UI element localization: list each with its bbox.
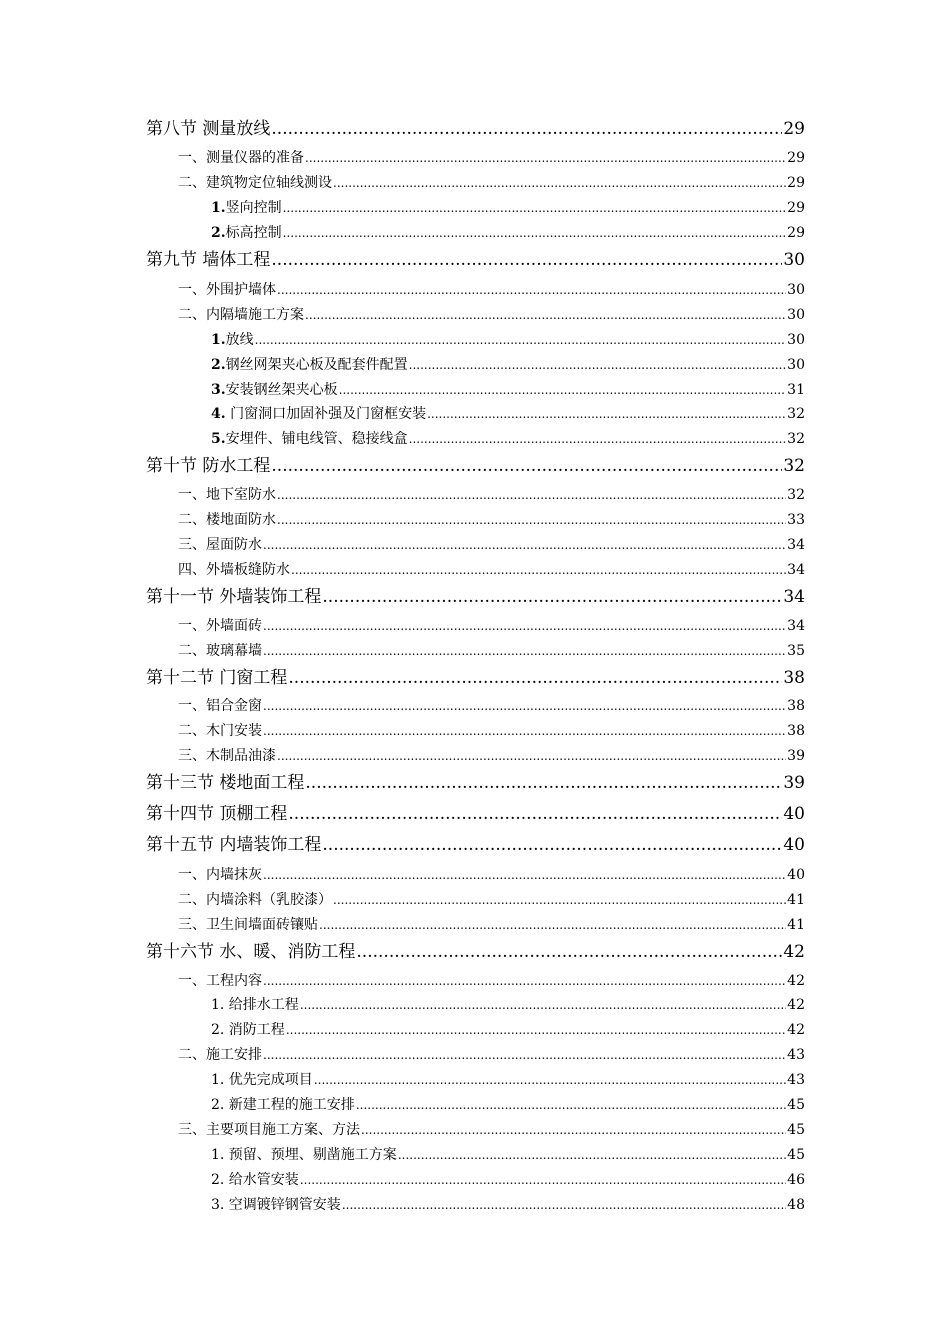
toc-page-number: 34 xyxy=(787,537,805,553)
toc-entry xyxy=(211,1195,805,1215)
toc-page-number: 42 xyxy=(783,942,805,962)
dot-leader xyxy=(314,1070,786,1090)
toc-entry-title: 3. 空调镀锌钢管安装 xyxy=(211,1197,341,1213)
toc-page-number: 35 xyxy=(787,643,805,659)
toc-page-number: 29 xyxy=(787,175,805,191)
toc-page-number: 43 xyxy=(787,1072,805,1088)
toc-section-entry xyxy=(146,585,805,609)
toc-section-entry xyxy=(146,117,805,141)
toc-page-number: 32 xyxy=(783,456,805,476)
toc-entry xyxy=(178,510,805,530)
toc-entry-title: 一、测量仪器的准备 xyxy=(178,150,304,166)
toc-entry-title: 一、外墙面砖 xyxy=(178,618,262,634)
toc-section-entry xyxy=(146,940,805,964)
toc-entry-label xyxy=(178,485,276,505)
dot-leader xyxy=(271,248,782,272)
toc-entry-title: 二、木门安装 xyxy=(178,723,262,739)
toc-page-number: 34 xyxy=(787,562,805,578)
dot-leader xyxy=(263,971,786,991)
toc-entry-label xyxy=(178,890,332,910)
toc-entry-label xyxy=(211,1195,341,1215)
toc-page-number: 39 xyxy=(787,748,805,764)
dot-leader xyxy=(322,833,782,857)
toc-entry-label xyxy=(211,1095,355,1115)
toc-page-number: 46 xyxy=(787,1172,805,1188)
toc-entry-label xyxy=(146,117,270,141)
toc-entry-title: 三、屋面防水 xyxy=(178,537,262,553)
toc-entry-title: 安埋件、铺电线管、稳接线盒 xyxy=(225,431,408,447)
dot-leader xyxy=(333,173,786,193)
toc-entry-number: 4. xyxy=(211,406,226,422)
toc-page-number: 38 xyxy=(787,723,805,739)
dot-leader xyxy=(263,641,786,661)
toc-entry-title: 四、外墙板缝防水 xyxy=(178,562,290,578)
dot-leader xyxy=(342,1195,786,1215)
toc-page-number: 34 xyxy=(783,587,805,607)
toc-entry xyxy=(211,1020,805,1040)
toc-page-number: 30 xyxy=(783,250,805,270)
toc-entry-title: 二、楼地面防水 xyxy=(178,512,276,528)
toc-entry-title: 三、木制品油漆 xyxy=(178,748,276,764)
toc-entry-label xyxy=(178,865,262,885)
dot-leader xyxy=(255,330,787,350)
toc-entry xyxy=(211,1095,805,1115)
toc-entry-label xyxy=(146,833,321,857)
toc-entry xyxy=(178,971,805,991)
toc-entry-label xyxy=(178,721,262,741)
toc-entry xyxy=(178,535,805,555)
dot-leader xyxy=(263,535,786,555)
toc-entry-label xyxy=(211,1020,285,1040)
toc-entry-title: 第十五节 内墙装饰工程 xyxy=(146,835,322,855)
toc-entry-title: 1. 优先完成项目 xyxy=(211,1072,313,1088)
toc-entry xyxy=(178,890,805,910)
toc-entry xyxy=(178,280,805,300)
toc-entry xyxy=(178,721,805,741)
dot-leader xyxy=(305,771,782,795)
dot-leader xyxy=(263,1045,786,1065)
toc-page-number: 42 xyxy=(787,1022,805,1038)
toc-section-entry xyxy=(146,771,805,795)
toc-page-number: 45 xyxy=(787,1097,805,1113)
dot-leader xyxy=(319,915,786,935)
toc-page-number: 45 xyxy=(787,1147,805,1163)
dot-leader xyxy=(283,223,787,243)
toc-entry-title: 安装钢丝架夹心板 xyxy=(225,382,338,398)
toc-page-number: 41 xyxy=(787,917,805,933)
toc-entry xyxy=(211,1170,805,1190)
dot-leader xyxy=(277,510,786,530)
toc-entry-label xyxy=(211,380,338,400)
toc-entry-label xyxy=(178,305,304,325)
toc-page-number: 29 xyxy=(787,225,805,241)
dot-leader xyxy=(277,485,786,505)
toc-entry xyxy=(178,696,805,716)
toc-page-number: 32 xyxy=(787,431,805,447)
toc-entry-title: 门窗洞口加固补强及门窗框安装 xyxy=(225,406,427,422)
toc-page-number: 33 xyxy=(787,512,805,528)
toc-page-number: 41 xyxy=(787,892,805,908)
toc-entry-label xyxy=(146,771,304,795)
toc-entry-title: 三、卫生间墙面砖镶贴 xyxy=(178,917,318,933)
toc-entry xyxy=(211,1145,805,1165)
toc-entry-label xyxy=(178,148,304,168)
dot-leader xyxy=(263,616,786,636)
dot-leader xyxy=(333,890,786,910)
toc-entry-label xyxy=(211,995,299,1015)
toc-page-number: 30 xyxy=(787,332,805,348)
toc-page-number: 29 xyxy=(783,119,805,139)
toc-page-number: 42 xyxy=(787,997,805,1013)
dot-leader xyxy=(286,1020,786,1040)
dot-leader xyxy=(398,1145,786,1165)
toc-section-entry xyxy=(146,666,805,690)
dot-leader xyxy=(356,940,782,964)
toc-entry-title: 二、玻璃幕墙 xyxy=(178,643,262,659)
toc-entry xyxy=(211,380,805,400)
toc-entry-title: 第十四节 顶棚工程 xyxy=(146,804,288,824)
toc-entry-title: 第十六节 水、暖、消防工程 xyxy=(146,942,356,962)
toc-page-number: 31 xyxy=(787,382,805,398)
toc-entry-label xyxy=(178,696,262,716)
toc-page-number: 43 xyxy=(787,1047,805,1063)
toc-entry-number: 2. xyxy=(211,225,226,241)
toc-entry-title: 二、建筑物定位轴线测设 xyxy=(178,175,332,191)
dot-leader xyxy=(339,380,787,400)
toc-entry-label xyxy=(211,1070,313,1090)
toc-page-number: 32 xyxy=(787,406,805,422)
toc-entry-number: 5. xyxy=(211,431,226,447)
toc-entry-label xyxy=(211,223,282,243)
toc-entry xyxy=(211,995,805,1015)
toc-entry-number: 2. xyxy=(211,357,226,373)
toc-entry-title: 第八节 测量放线 xyxy=(146,119,271,139)
toc-page-number: 30 xyxy=(787,307,805,323)
dot-leader xyxy=(263,865,786,885)
dot-leader xyxy=(305,305,786,325)
toc-entry-title: 二、施工安排 xyxy=(178,1047,262,1063)
toc-entry-label xyxy=(178,641,262,661)
toc-entry-title: 标高控制 xyxy=(225,225,282,241)
toc-section-entry xyxy=(146,833,805,857)
toc-entry-title: 1. 给排水工程 xyxy=(211,997,299,1013)
toc-page-number: 48 xyxy=(787,1197,805,1213)
toc-entry-title: 2. 消防工程 xyxy=(211,1022,285,1038)
toc-entry-label xyxy=(178,915,318,935)
toc-entry-label xyxy=(211,404,426,424)
toc-entry-label xyxy=(146,585,321,609)
toc-entry-number: 3. xyxy=(211,382,226,398)
toc-entry-title: 第十节 防水工程 xyxy=(146,456,271,476)
toc-page-number: 29 xyxy=(787,150,805,166)
toc-entry xyxy=(178,485,805,505)
toc-entry-title: 一、铝合金窗 xyxy=(178,698,262,714)
toc-page-number: 42 xyxy=(787,973,805,989)
toc-entry xyxy=(211,330,805,350)
dot-leader xyxy=(263,721,786,741)
toc-entry-label xyxy=(146,454,270,478)
toc-entry-title: 二、内墙涂料（乳胶漆） xyxy=(178,892,332,908)
toc-entry xyxy=(211,429,805,449)
toc-entry-title: 2. 给水管安装 xyxy=(211,1172,299,1188)
toc-entry-label xyxy=(178,535,262,555)
toc-entry-number: 1. xyxy=(211,332,226,348)
dot-leader xyxy=(356,1095,786,1115)
dot-leader xyxy=(288,802,782,826)
toc-entry-label xyxy=(178,173,332,193)
toc-page-number: 40 xyxy=(783,804,805,824)
toc-entry xyxy=(178,915,805,935)
dot-leader xyxy=(300,995,786,1015)
toc-entry xyxy=(178,173,805,193)
toc-entry-label xyxy=(178,1120,360,1140)
toc-entry-label xyxy=(211,429,408,449)
toc-page-number: 39 xyxy=(783,773,805,793)
dot-leader xyxy=(277,746,786,766)
toc-entry xyxy=(178,305,805,325)
toc-entry xyxy=(178,560,805,580)
toc-entry-title: 2. 新建工程的施工安排 xyxy=(211,1097,355,1113)
toc-entry-label xyxy=(178,746,276,766)
toc-entry xyxy=(178,641,805,661)
toc-entry-label xyxy=(178,1045,262,1065)
dot-leader xyxy=(305,148,786,168)
toc-entry-label xyxy=(211,1170,299,1190)
toc-page-number: 34 xyxy=(787,618,805,634)
toc-entry-title: 一、外围护墙体 xyxy=(178,282,276,298)
toc-entry-label xyxy=(146,802,287,826)
dot-leader xyxy=(409,429,787,449)
toc-section-entry xyxy=(146,802,805,826)
toc-entry-label xyxy=(211,330,254,350)
toc-entry-label xyxy=(146,666,287,690)
toc-entry-title: 第九节 墙体工程 xyxy=(146,250,271,270)
toc-entry-title: 1. 预留、预埋、剔凿施工方案 xyxy=(211,1147,397,1163)
toc-entry-title: 竖向控制 xyxy=(225,200,282,216)
toc-entry-title: 第十二节 门窗工程 xyxy=(146,668,288,688)
toc-entry-title: 放线 xyxy=(225,332,254,348)
toc-entry-label xyxy=(146,940,355,964)
dot-leader xyxy=(409,355,787,375)
toc-section-entry xyxy=(146,248,805,272)
toc-entry-title: 第十一节 外墙装饰工程 xyxy=(146,587,322,607)
toc-page-number: 38 xyxy=(783,668,805,688)
dot-leader xyxy=(322,585,782,609)
toc-entry-label xyxy=(211,1145,397,1165)
toc-page-number: 45 xyxy=(787,1122,805,1138)
toc-entry-label xyxy=(178,560,290,580)
toc-entry-label xyxy=(146,248,270,272)
toc-entry xyxy=(178,746,805,766)
toc-entry-title: 一、地下室防水 xyxy=(178,487,276,503)
toc-page-number: 30 xyxy=(787,282,805,298)
toc-entry-number: 1. xyxy=(211,200,226,216)
dot-leader xyxy=(263,696,786,716)
toc-entry-label xyxy=(178,510,276,530)
toc-entry-label xyxy=(178,971,262,991)
toc-entry xyxy=(178,616,805,636)
dot-leader xyxy=(361,1120,786,1140)
toc-page-number: 30 xyxy=(787,357,805,373)
toc-entry-title: 三、主要项目施工方案、方法 xyxy=(178,1122,360,1138)
dot-leader xyxy=(288,666,782,690)
toc-entry-label xyxy=(178,280,276,300)
toc-page-number: 40 xyxy=(783,835,805,855)
dot-leader xyxy=(271,117,782,141)
toc-page-number: 38 xyxy=(787,698,805,714)
toc-entry-label xyxy=(178,616,262,636)
toc-entry-title: 一、内墙抹灰 xyxy=(178,867,262,883)
toc-page-number: 29 xyxy=(787,200,805,216)
toc-section-entry xyxy=(146,454,805,478)
toc-entry xyxy=(211,355,805,375)
dot-leader xyxy=(283,198,787,218)
dot-leader xyxy=(427,404,786,424)
toc-entry-title: 一、工程内容 xyxy=(178,973,262,989)
dot-leader xyxy=(291,560,786,580)
dot-leader xyxy=(271,454,782,478)
toc-entry-title: 二、内隔墙施工方案 xyxy=(178,307,304,323)
toc-entry xyxy=(178,148,805,168)
toc-entry xyxy=(178,865,805,885)
toc-entry xyxy=(211,1070,805,1090)
toc-entry-label xyxy=(211,355,408,375)
toc-entry xyxy=(211,404,805,424)
toc-entry xyxy=(178,1045,805,1065)
toc-page-number: 32 xyxy=(787,487,805,503)
toc-entry-title: 钢丝网架夹心板及配套件配置 xyxy=(225,357,408,373)
toc-entry xyxy=(178,1120,805,1140)
dot-leader xyxy=(277,280,786,300)
dot-leader xyxy=(300,1170,786,1190)
toc-entry xyxy=(211,223,805,243)
toc-entry-label xyxy=(211,198,282,218)
toc-page-number: 40 xyxy=(787,867,805,883)
toc-entry-title: 第十三节 楼地面工程 xyxy=(146,773,305,793)
toc-entry xyxy=(211,198,805,218)
